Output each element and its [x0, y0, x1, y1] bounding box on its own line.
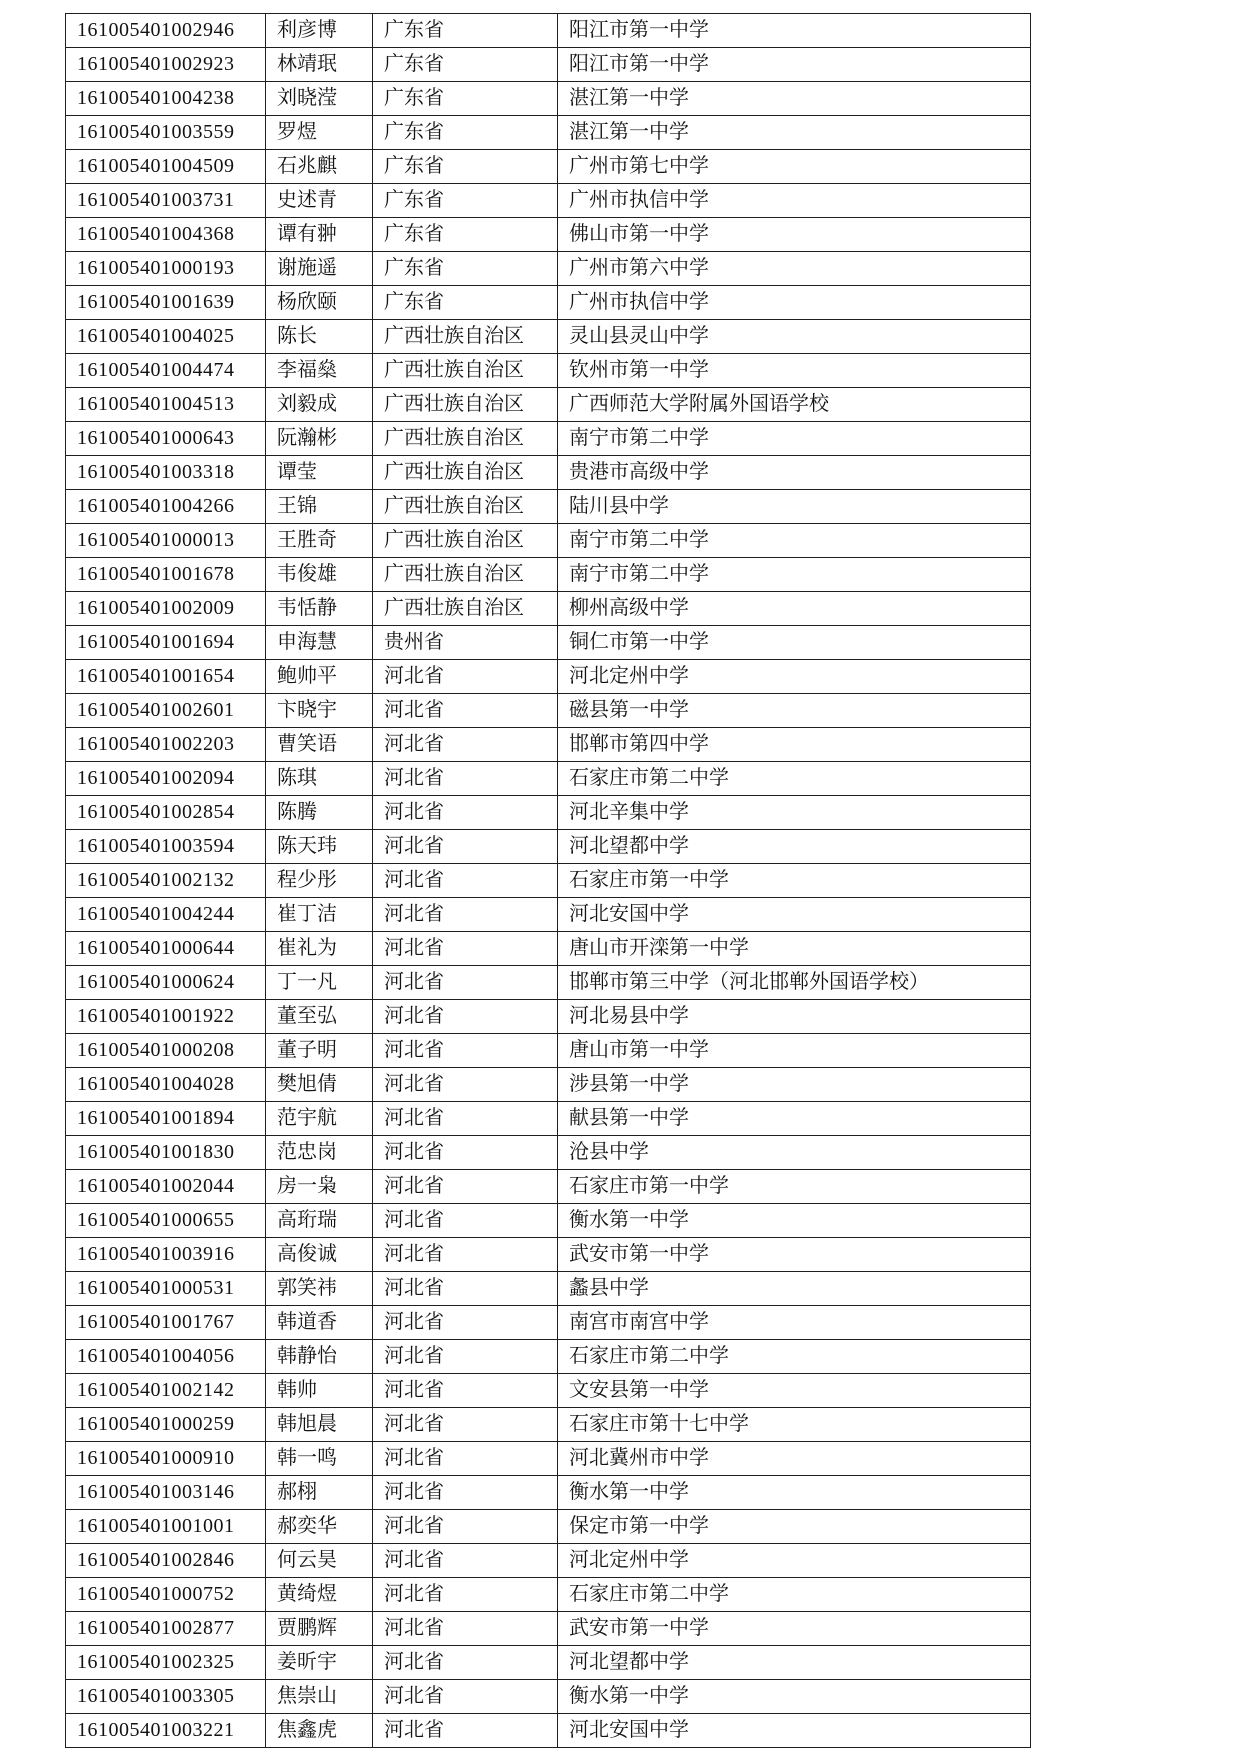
cell-candidate-id: 161005401002846 [66, 1544, 266, 1578]
cell-candidate-id: 161005401001694 [66, 626, 266, 660]
cell-school: 阳江市第一中学 [558, 48, 1031, 82]
cell-candidate-name: 范忠岗 [266, 1136, 373, 1170]
cell-candidate-id: 161005401000643 [66, 422, 266, 456]
cell-candidate-name: 郝栩 [266, 1476, 373, 1510]
cell-candidate-id: 161005401001894 [66, 1102, 266, 1136]
table-row [66, 1000, 1031, 1034]
cell-school: 衡水第一中学 [558, 1204, 1031, 1238]
cell-school: 南宫市南宫中学 [558, 1306, 1031, 1340]
table-row [66, 218, 1031, 252]
cell-province: 河北省 [373, 864, 558, 898]
cell-province: 广东省 [373, 116, 558, 150]
table-row [66, 1408, 1031, 1442]
cell-school: 河北安国中学 [558, 1714, 1031, 1748]
cell-candidate-name: 罗煜 [266, 116, 373, 150]
cell-province: 河北省 [373, 1646, 558, 1680]
cell-province: 河北省 [373, 1306, 558, 1340]
cell-candidate-id: 161005401002094 [66, 762, 266, 796]
cell-candidate-name: 韦恬静 [266, 592, 373, 626]
table-row [66, 796, 1031, 830]
cell-province: 河北省 [373, 1204, 558, 1238]
cell-candidate-name: 刘晓滢 [266, 82, 373, 116]
cell-school: 铜仁市第一中学 [558, 626, 1031, 660]
cell-candidate-id: 161005401002854 [66, 796, 266, 830]
cell-school: 石家庄市第二中学 [558, 1578, 1031, 1612]
table-row [66, 252, 1031, 286]
table-row [66, 422, 1031, 456]
table-row [66, 1476, 1031, 1510]
cell-candidate-name: 房一枭 [266, 1170, 373, 1204]
cell-candidate-name: 崔丁洁 [266, 898, 373, 932]
cell-school: 湛江第一中学 [558, 116, 1031, 150]
cell-school: 贵港市高级中学 [558, 456, 1031, 490]
table-row [66, 1238, 1031, 1272]
cell-candidate-name: 王胜奇 [266, 524, 373, 558]
cell-candidate-name: 黄绮煜 [266, 1578, 373, 1612]
cell-school: 河北辛集中学 [558, 796, 1031, 830]
table-row [66, 1612, 1031, 1646]
cell-candidate-name: 史述青 [266, 184, 373, 218]
table-row [66, 1306, 1031, 1340]
cell-candidate-id: 161005401001001 [66, 1510, 266, 1544]
cell-school: 广西师范大学附属外国语学校 [558, 388, 1031, 422]
cell-candidate-name: 谢施遥 [266, 252, 373, 286]
cell-school: 献县第一中学 [558, 1102, 1031, 1136]
table-row [66, 864, 1031, 898]
cell-province: 河北省 [373, 660, 558, 694]
cell-province: 河北省 [373, 1408, 558, 1442]
cell-school: 阳江市第一中学 [558, 14, 1031, 48]
cell-candidate-name: 郝奕华 [266, 1510, 373, 1544]
cell-school: 衡水第一中学 [558, 1680, 1031, 1714]
cell-candidate-name: 陈天玮 [266, 830, 373, 864]
cell-province: 河北省 [373, 1544, 558, 1578]
table-row [66, 762, 1031, 796]
cell-candidate-id: 161005401004244 [66, 898, 266, 932]
table-row [66, 82, 1031, 116]
table-row [66, 1442, 1031, 1476]
cell-school: 佛山市第一中学 [558, 218, 1031, 252]
cell-candidate-name: 郭笑祎 [266, 1272, 373, 1306]
cell-candidate-name: 林靖珉 [266, 48, 373, 82]
cell-school: 南宁市第二中学 [558, 422, 1031, 456]
cell-province: 广东省 [373, 252, 558, 286]
table-row [66, 694, 1031, 728]
cell-candidate-id: 161005401003146 [66, 1476, 266, 1510]
cell-candidate-name: 石兆麒 [266, 150, 373, 184]
cell-school: 唐山市第一中学 [558, 1034, 1031, 1068]
table-row [66, 48, 1031, 82]
cell-candidate-name: 焦崇山 [266, 1680, 373, 1714]
cell-province: 河北省 [373, 1442, 558, 1476]
table-row [66, 116, 1031, 150]
cell-candidate-id: 161005401000193 [66, 252, 266, 286]
cell-candidate-id: 161005401004513 [66, 388, 266, 422]
cell-school: 蠡县中学 [558, 1272, 1031, 1306]
cell-province: 河北省 [373, 898, 558, 932]
cell-province: 河北省 [373, 1510, 558, 1544]
cell-candidate-id: 161005401003731 [66, 184, 266, 218]
table-row [66, 1102, 1031, 1136]
cell-school: 南宁市第二中学 [558, 558, 1031, 592]
cell-candidate-name: 程少彤 [266, 864, 373, 898]
cell-candidate-id: 161005401002044 [66, 1170, 266, 1204]
table-row [66, 524, 1031, 558]
cell-candidate-id: 161005401001830 [66, 1136, 266, 1170]
cell-candidate-name: 申海慧 [266, 626, 373, 660]
cell-candidate-id: 161005401000208 [66, 1034, 266, 1068]
table-row [66, 1510, 1031, 1544]
cell-province: 河北省 [373, 1170, 558, 1204]
table-row [66, 1578, 1031, 1612]
cell-school: 石家庄市第一中学 [558, 864, 1031, 898]
cell-candidate-name: 杨欣颐 [266, 286, 373, 320]
table-row [66, 1034, 1031, 1068]
cell-province: 河北省 [373, 1238, 558, 1272]
candidate-roster-table [65, 13, 1031, 1748]
cell-candidate-name: 曹笑语 [266, 728, 373, 762]
table-row [66, 354, 1031, 388]
cell-candidate-id: 161005401001678 [66, 558, 266, 592]
cell-school: 河北定州中学 [558, 660, 1031, 694]
cell-province: 河北省 [373, 830, 558, 864]
cell-school: 柳州高级中学 [558, 592, 1031, 626]
cell-school: 石家庄市第二中学 [558, 762, 1031, 796]
cell-candidate-id: 161005401003318 [66, 456, 266, 490]
cell-candidate-name: 韩道香 [266, 1306, 373, 1340]
cell-candidate-id: 161005401003305 [66, 1680, 266, 1714]
cell-candidate-id: 161005401000013 [66, 524, 266, 558]
cell-school: 河北定州中学 [558, 1544, 1031, 1578]
table-row [66, 1340, 1031, 1374]
table-row [66, 150, 1031, 184]
cell-province: 广东省 [373, 286, 558, 320]
cell-province: 河北省 [373, 1578, 558, 1612]
cell-province: 广东省 [373, 48, 558, 82]
table-row [66, 184, 1031, 218]
cell-candidate-id: 161005401002009 [66, 592, 266, 626]
cell-school: 邯郸市第四中学 [558, 728, 1031, 762]
cell-school: 广州市第七中学 [558, 150, 1031, 184]
cell-candidate-id: 161005401000259 [66, 1408, 266, 1442]
cell-province: 河北省 [373, 1340, 558, 1374]
cell-candidate-id: 161005401000752 [66, 1578, 266, 1612]
cell-candidate-id: 161005401002132 [66, 864, 266, 898]
cell-school: 涉县第一中学 [558, 1068, 1031, 1102]
cell-candidate-id: 161005401002946 [66, 14, 266, 48]
cell-candidate-id: 161005401001922 [66, 1000, 266, 1034]
cell-candidate-id: 161005401004028 [66, 1068, 266, 1102]
cell-school: 南宁市第二中学 [558, 524, 1031, 558]
cell-school: 武安市第一中学 [558, 1612, 1031, 1646]
cell-candidate-id: 161005401003221 [66, 1714, 266, 1748]
cell-province: 广西壮族自治区 [373, 490, 558, 524]
cell-school: 武安市第一中学 [558, 1238, 1031, 1272]
cell-candidate-name: 韩一鸣 [266, 1442, 373, 1476]
cell-school: 磁县第一中学 [558, 694, 1031, 728]
cell-province: 河北省 [373, 966, 558, 1000]
cell-candidate-id: 161005401003559 [66, 116, 266, 150]
cell-province: 河北省 [373, 694, 558, 728]
cell-province: 河北省 [373, 728, 558, 762]
cell-province: 广西壮族自治区 [373, 320, 558, 354]
cell-province: 广东省 [373, 218, 558, 252]
cell-candidate-id: 161005401000531 [66, 1272, 266, 1306]
cell-school: 广州市执信中学 [558, 184, 1031, 218]
cell-province: 河北省 [373, 1476, 558, 1510]
cell-candidate-name: 韩帅 [266, 1374, 373, 1408]
cell-school: 广州市执信中学 [558, 286, 1031, 320]
table-row [66, 388, 1031, 422]
cell-candidate-name: 崔礼为 [266, 932, 373, 966]
cell-province: 广西壮族自治区 [373, 388, 558, 422]
cell-candidate-id: 161005401000644 [66, 932, 266, 966]
cell-candidate-name: 樊旭倩 [266, 1068, 373, 1102]
cell-candidate-id: 161005401003594 [66, 830, 266, 864]
cell-candidate-name: 贾鹏辉 [266, 1612, 373, 1646]
cell-candidate-name: 鲍帅平 [266, 660, 373, 694]
cell-province: 广西壮族自治区 [373, 592, 558, 626]
cell-school: 陆川县中学 [558, 490, 1031, 524]
cell-candidate-name: 何云昊 [266, 1544, 373, 1578]
cell-province: 河北省 [373, 1034, 558, 1068]
cell-province: 河北省 [373, 1272, 558, 1306]
table-row [66, 1646, 1031, 1680]
table-row [66, 1136, 1031, 1170]
cell-candidate-name: 姜昕宇 [266, 1646, 373, 1680]
cell-province: 河北省 [373, 1680, 558, 1714]
cell-candidate-id: 161005401000655 [66, 1204, 266, 1238]
cell-candidate-id: 161005401000910 [66, 1442, 266, 1476]
cell-province: 广西壮族自治区 [373, 558, 558, 592]
cell-school: 石家庄市第十七中学 [558, 1408, 1031, 1442]
cell-province: 广西壮族自治区 [373, 456, 558, 490]
table-row [66, 1374, 1031, 1408]
table-row [66, 932, 1031, 966]
cell-candidate-name: 谭莹 [266, 456, 373, 490]
cell-candidate-name: 董至弘 [266, 1000, 373, 1034]
cell-candidate-id: 161005401002203 [66, 728, 266, 762]
cell-province: 河北省 [373, 796, 558, 830]
cell-candidate-name: 卞晓宇 [266, 694, 373, 728]
cell-school: 文安县第一中学 [558, 1374, 1031, 1408]
cell-candidate-name: 韩静怡 [266, 1340, 373, 1374]
cell-candidate-name: 阮瀚彬 [266, 422, 373, 456]
cell-school: 广州市第六中学 [558, 252, 1031, 286]
cell-province: 河北省 [373, 1714, 558, 1748]
table-row [66, 1068, 1031, 1102]
cell-province: 河北省 [373, 1374, 558, 1408]
cell-candidate-name: 谭有翀 [266, 218, 373, 252]
table-row [66, 14, 1031, 48]
table-row [66, 320, 1031, 354]
table-row [66, 660, 1031, 694]
cell-school: 衡水第一中学 [558, 1476, 1031, 1510]
cell-school: 石家庄市第一中学 [558, 1170, 1031, 1204]
cell-province: 广西壮族自治区 [373, 422, 558, 456]
cell-candidate-id: 161005401001639 [66, 286, 266, 320]
table-row [66, 456, 1031, 490]
table-row [66, 1680, 1031, 1714]
table-row [66, 1204, 1031, 1238]
cell-school: 唐山市开滦第一中学 [558, 932, 1031, 966]
table-row [66, 1170, 1031, 1204]
cell-candidate-name: 韦俊雄 [266, 558, 373, 592]
cell-candidate-id: 161005401004056 [66, 1340, 266, 1374]
candidate-roster-table-body [66, 14, 1031, 1748]
table-row [66, 1544, 1031, 1578]
table-row [66, 558, 1031, 592]
cell-province: 河北省 [373, 932, 558, 966]
cell-candidate-id: 161005401003916 [66, 1238, 266, 1272]
table-row [66, 728, 1031, 762]
cell-province: 广东省 [373, 82, 558, 116]
cell-candidate-id: 161005401002923 [66, 48, 266, 82]
cell-candidate-id: 161005401001767 [66, 1306, 266, 1340]
cell-province: 河北省 [373, 1068, 558, 1102]
cell-candidate-name: 董子明 [266, 1034, 373, 1068]
cell-school: 沧县中学 [558, 1136, 1031, 1170]
cell-candidate-name: 李福燊 [266, 354, 373, 388]
cell-candidate-name: 丁一凡 [266, 966, 373, 1000]
table-row [66, 966, 1031, 1000]
cell-candidate-name: 高俊诚 [266, 1238, 373, 1272]
cell-candidate-id: 161005401002142 [66, 1374, 266, 1408]
cell-school: 钦州市第一中学 [558, 354, 1031, 388]
cell-candidate-name: 陈琪 [266, 762, 373, 796]
cell-candidate-id: 161005401004474 [66, 354, 266, 388]
cell-candidate-id: 161005401004509 [66, 150, 266, 184]
cell-candidate-id: 161005401004025 [66, 320, 266, 354]
cell-school: 保定市第一中学 [558, 1510, 1031, 1544]
cell-school: 石家庄市第二中学 [558, 1340, 1031, 1374]
cell-candidate-name: 陈长 [266, 320, 373, 354]
cell-school: 河北安国中学 [558, 898, 1031, 932]
cell-province: 河北省 [373, 1000, 558, 1034]
cell-candidate-name: 刘毅成 [266, 388, 373, 422]
table-row [66, 1714, 1031, 1748]
cell-school: 湛江第一中学 [558, 82, 1031, 116]
cell-province: 广东省 [373, 14, 558, 48]
cell-school: 河北望都中学 [558, 1646, 1031, 1680]
table-row [66, 626, 1031, 660]
cell-province: 广东省 [373, 150, 558, 184]
cell-province: 河北省 [373, 1102, 558, 1136]
cell-province: 河北省 [373, 1612, 558, 1646]
cell-candidate-id: 161005401002601 [66, 694, 266, 728]
cell-candidate-name: 范宇航 [266, 1102, 373, 1136]
cell-candidate-name: 韩旭晨 [266, 1408, 373, 1442]
cell-school: 河北易县中学 [558, 1000, 1031, 1034]
table-row [66, 490, 1031, 524]
cell-province: 广西壮族自治区 [373, 524, 558, 558]
cell-candidate-name: 陈腾 [266, 796, 373, 830]
table-row [66, 592, 1031, 626]
cell-candidate-name: 利彦博 [266, 14, 373, 48]
cell-school: 灵山县灵山中学 [558, 320, 1031, 354]
cell-province: 河北省 [373, 1136, 558, 1170]
cell-candidate-name: 焦鑫虎 [266, 1714, 373, 1748]
cell-school: 河北望都中学 [558, 830, 1031, 864]
cell-province: 广西壮族自治区 [373, 354, 558, 388]
table-row [66, 898, 1031, 932]
cell-candidate-id: 161005401002325 [66, 1646, 266, 1680]
cell-candidate-id: 161005401004266 [66, 490, 266, 524]
cell-candidate-id: 161005401004238 [66, 82, 266, 116]
cell-province: 河北省 [373, 762, 558, 796]
cell-school: 河北冀州市中学 [558, 1442, 1031, 1476]
cell-candidate-name: 高珩瑞 [266, 1204, 373, 1238]
table-row [66, 286, 1031, 320]
cell-province: 广东省 [373, 184, 558, 218]
table-row [66, 1272, 1031, 1306]
cell-candidate-id: 161005401004368 [66, 218, 266, 252]
cell-candidate-id: 161005401002877 [66, 1612, 266, 1646]
table-row [66, 830, 1031, 864]
cell-province: 贵州省 [373, 626, 558, 660]
cell-candidate-name: 王锦 [266, 490, 373, 524]
cell-candidate-id: 161005401001654 [66, 660, 266, 694]
cell-candidate-id: 161005401000624 [66, 966, 266, 1000]
cell-school: 邯郸市第三中学（河北邯郸外国语学校） [558, 966, 1031, 1000]
